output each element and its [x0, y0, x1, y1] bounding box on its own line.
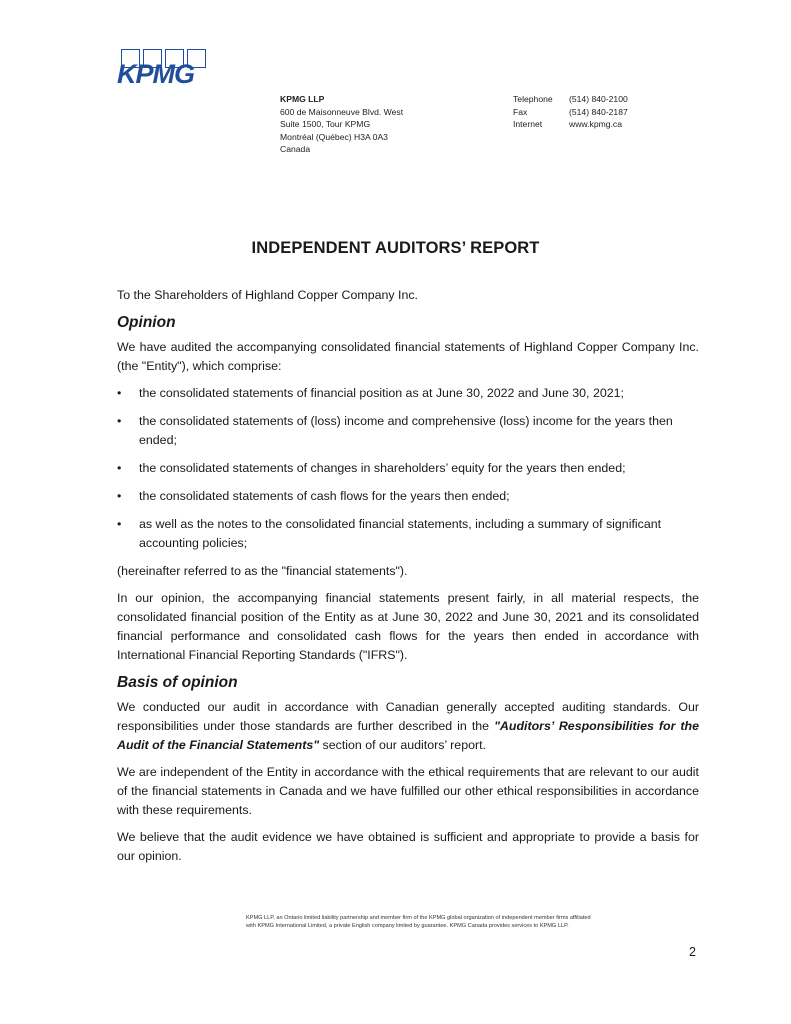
hereinafter-note: (hereinafter referred to as the "financial statements"). [117, 564, 408, 578]
report-body [117, 286, 699, 874]
opinion-heading: Opinion [117, 314, 176, 331]
bullet: • [117, 489, 122, 503]
firm-name: KPMG LLP [280, 94, 325, 104]
basis-paragraph-1 [117, 698, 699, 755]
opinion-intro: We have audited the accompanying consolidated financial statements of Highland Copper Company Inc. (the "Entity"), which comprise: [117, 340, 699, 373]
address-line: Montréal (Québec) H3A 0A3 [280, 131, 388, 142]
basis-heading: Basis of opinion [117, 674, 238, 691]
address-line: 600 de Maisonneuve Blvd. West [280, 106, 404, 117]
contact-row-internet [513, 118, 628, 131]
auditors-responsibilities-reference: "Auditors’ Responsibilities for the Audit of the Financial Statements" [117, 719, 699, 752]
contact-row-fax [513, 106, 628, 119]
statements-list [117, 384, 699, 553]
bullet: • [117, 414, 122, 428]
bullet: • [117, 386, 122, 400]
contact-value: (514) 840-2187 [569, 106, 628, 117]
contact-value: www.kpmg.ca [569, 119, 623, 130]
firm-address [280, 93, 403, 156]
basis-paragraph-2: We are independent of the Entity in accordance with the ethical requirements that are relevant to our audit of the financial statements in Canada and we have fulfilled our other ethical responsibilities in accordance with these requirements. [117, 765, 699, 817]
list-item [117, 515, 699, 553]
basis-text: We conducted our audit in accordance with Canadian generally accepted auditing standards. Our responsibilities under those standards are further described in the [117, 700, 699, 733]
addressee: To the Shareholders of Highland Copper Company Inc. [117, 288, 418, 302]
contact-label: Internet [513, 119, 543, 130]
opinion-statement: In our opinion, the accompanying financial statements present fairly, in all material respects, the consolidated financial position of the Entity as at June 30, 2022 and June 30, 2021 and its consolidated financial performance and consolidated cash flows for the years then ended in accordance with International Financial Reporting Standards ("IFRS"). [117, 591, 699, 662]
firm-contact [513, 93, 628, 131]
contact-row-telephone [513, 93, 628, 106]
list-item-text: as well as the notes to the consolidated financial statements, including a summary of significant accounting policies; [139, 517, 662, 550]
bullet: • [117, 517, 122, 531]
list-item-text: the consolidated statements of (loss) income and comprehensive (loss) income for the years then ended; [139, 414, 673, 447]
contact-value: (514) 840-2100 [569, 94, 628, 104]
address-line: Suite 1500, Tour KPMG [280, 119, 371, 130]
page-number: 2 [689, 945, 696, 959]
basis-paragraph-3: We believe that the audit evidence we have obtained is sufficient and appropriate to provide a basis for our opinion. [117, 830, 699, 863]
list-item-text: the consolidated statements of financial position as at June 30, 2022 and June 30, 2021; [139, 386, 624, 400]
basis-text: section of our auditors’ report. [319, 738, 486, 752]
list-item-text: the consolidated statements of cash flows for the years then ended; [139, 489, 510, 503]
list-item-text: the consolidated statements of changes in shareholders’ equity for the years then ended; [139, 461, 626, 475]
footer-disclaimer: KPMG LLP, an Ontario limited liability partnership and member firm of the KPMG global organization of independent member firms affiliated with KPMG International Limited, a private English company limited by guarantee. KPMG Canada provides services to KPMG LLP. [246, 915, 591, 930]
kpmg-logo [117, 49, 209, 89]
list-item [117, 459, 699, 478]
list-item [117, 487, 699, 506]
report-title: INDEPENDENT AUDITORS’ REPORT [251, 239, 540, 257]
list-item [117, 412, 699, 450]
contact-label: Telephone [513, 94, 553, 104]
list-item [117, 384, 699, 403]
contact-label: Fax [513, 106, 528, 117]
bullet: • [117, 461, 122, 475]
logo-wordmark: KPMG [117, 59, 194, 89]
address-line: Canada [280, 144, 311, 155]
